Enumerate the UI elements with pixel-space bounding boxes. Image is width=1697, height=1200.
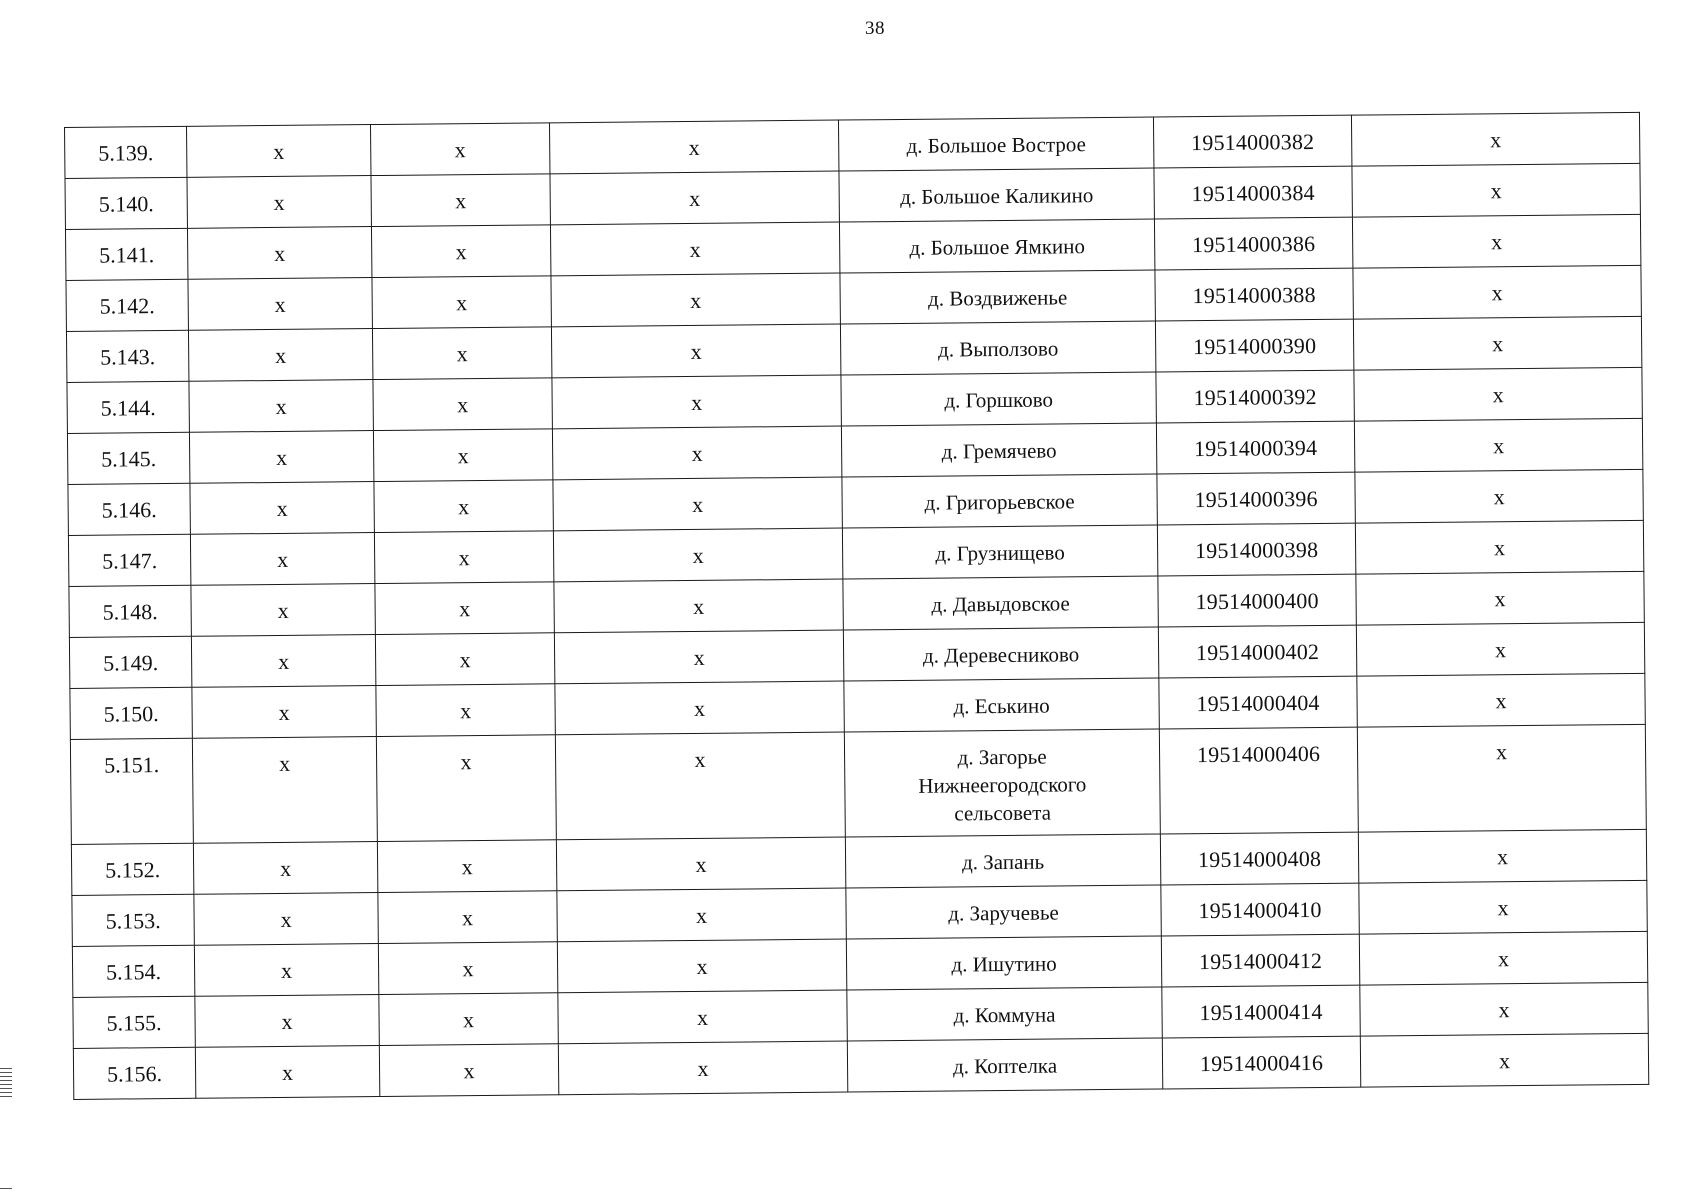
table-body [65,112,1649,1099]
settlement-name-cell: д. Большое Каликино [839,168,1154,222]
row-number-cell: 5.143. [66,330,188,382]
column-3-cell: x [378,891,557,944]
column-2-cell: x [189,380,373,433]
column-7-cell: x [1354,418,1642,472]
column-2-cell: x [191,584,375,637]
row-number-cell: 5.149. [69,636,191,688]
column-4-cell: x [552,426,841,480]
column-4-cell: x [550,222,839,276]
column-7-cell: x [1356,622,1644,676]
margin-mark-bottom [0,1188,12,1189]
column-7-cell: x [1351,112,1639,166]
column-3-cell: x [373,378,552,431]
column-3-cell: x [370,123,549,176]
column-4-cell: x [553,528,842,582]
column-3-cell: x [371,225,550,278]
column-2-cell: x [188,278,372,331]
column-4-cell: x [552,375,841,429]
column-2-cell: x [194,944,378,997]
settlement-name-cell: д. Деревесниково [843,627,1158,681]
column-4-cell: x [551,324,840,378]
column-2-cell: x [195,995,379,1048]
column-2-cell: x [195,1046,379,1099]
column-3-cell: x [375,633,554,686]
column-2-cell: x [192,686,376,739]
oktmo-code-cell: 19514000408 [1160,832,1358,885]
settlement-name-cell: д. Воздвиженье [840,270,1155,324]
settlement-name-cell: д. Большое Ямкино [839,219,1154,273]
oktmo-code-cell: 19514000394 [1156,421,1354,474]
row-number-cell: 5.141. [65,228,187,280]
column-4-cell: x [554,579,843,633]
column-2-cell: x [189,431,373,484]
oktmo-code-cell: 19514000404 [1159,676,1357,729]
settlement-name-cell: д. Горшково [841,372,1156,426]
oktmo-code-cell: 19514000410 [1161,883,1359,936]
oktmo-code-cell: 19514000416 [1162,1036,1360,1089]
row-number-cell: 5.145. [67,432,189,484]
column-2-cell: x [192,737,377,844]
row-number-cell: 5.147. [68,534,190,586]
settlement-name-cell: д. Давыдовское [843,576,1158,630]
settlement-name-cell: д. Коммуна [847,987,1162,1041]
oktmo-code-cell: 19514000412 [1161,934,1359,987]
oktmo-code-cell: 19514000386 [1154,217,1352,270]
oktmo-code-cell: 19514000406 [1159,727,1358,834]
oktmo-code-cell: 19514000392 [1156,370,1354,423]
row-number-cell: 5.150. [70,687,192,739]
column-7-cell: x [1355,520,1643,574]
column-3-cell: x [376,735,556,842]
column-7-cell: x [1352,163,1640,217]
settlements-table [64,112,1649,1100]
column-7-cell: x [1355,469,1643,523]
column-3-cell: x [377,840,556,893]
column-3-cell: x [373,429,552,482]
row-number-cell: 5.154. [72,945,194,997]
column-2-cell: x [186,125,370,178]
column-4-cell: x [554,630,843,684]
settlements-table-container [64,112,1648,1100]
column-4-cell: x [557,939,846,993]
column-7-cell: x [1354,367,1642,421]
column-4-cell: x [558,990,847,1044]
oktmo-code-cell: 19514000414 [1162,985,1360,1038]
oktmo-code-cell: 19514000400 [1158,574,1356,627]
column-3-cell: x [375,582,554,635]
column-3-cell: x [379,1044,558,1097]
row-number-cell: 5.155. [73,996,195,1048]
oktmo-code-cell: 19514000382 [1153,115,1351,168]
settlement-name-cell: д. Загорье Нижнеегородского сельсовета [844,729,1160,837]
column-7-cell: x [1360,1033,1648,1087]
column-3-cell: x [374,531,553,584]
settlement-name-cell: д. Коптелка [847,1038,1162,1092]
row-number-cell: 5.153. [72,894,194,946]
column-2-cell: x [190,482,374,535]
column-4-cell: x [551,273,840,327]
column-2-cell: x [191,635,375,688]
column-7-cell: x [1360,982,1648,1036]
row-number-cell: 5.152. [71,843,193,895]
column-4-cell: x [553,477,842,531]
column-7-cell: x [1352,214,1640,268]
column-2-cell: x [193,842,377,895]
margin-marks [0,1068,12,1100]
oktmo-code-cell: 19514000396 [1157,472,1355,525]
column-4-cell: x [555,732,845,840]
column-7-cell: x [1356,571,1644,625]
settlement-name-cell: д. Заручевье [846,885,1161,939]
column-7-cell: x [1357,724,1646,832]
column-2-cell: x [190,533,374,586]
settlement-name-cell: д. Еськино [844,678,1159,732]
oktmo-code-cell: 19514000398 [1157,523,1355,576]
row-number-cell: 5.146. [68,483,190,535]
column-4-cell: x [558,1041,847,1095]
column-3-cell: x [374,480,553,533]
column-7-cell: x [1353,265,1641,319]
column-2-cell: x [194,893,378,946]
settlement-name-cell: д. Большое Вострое [838,117,1153,171]
column-3-cell: x [371,174,550,227]
settlement-name-cell: д. Ишутино [846,936,1161,990]
column-3-cell: x [379,993,558,1046]
column-7-cell: x [1359,880,1647,934]
page-number: 38 [865,18,885,39]
column-3-cell: x [378,942,557,995]
column-7-cell: x [1359,931,1647,985]
column-3-cell: x [376,684,555,737]
oktmo-code-cell: 19514000388 [1155,268,1353,321]
row-number-cell: 5.148. [69,585,191,637]
settlement-name-cell: д. Выползово [840,321,1155,375]
column-4-cell: x [556,837,845,891]
column-3-cell: x [372,276,551,329]
settlement-name-cell: д. Запань [845,834,1160,888]
row-number-cell: 5.140. [65,177,187,229]
settlement-name-cell: д. Григорьевское [842,474,1157,528]
column-2-cell: x [187,176,371,229]
row-number-cell: 5.139. [65,126,187,178]
column-4-cell: x [557,888,846,942]
oktmo-code-cell: 19514000402 [1158,625,1356,678]
column-4-cell: x [555,681,844,735]
column-7-cell: x [1353,316,1641,370]
row-number-cell: 5.144. [67,381,189,433]
oktmo-code-cell: 19514000384 [1154,166,1352,219]
settlement-name-cell: д. Гремячево [841,423,1156,477]
row-number-cell: 5.156. [73,1047,195,1099]
column-7-cell: x [1358,829,1646,883]
column-2-cell: x [187,227,371,280]
row-number-cell: 5.151. [70,738,193,844]
table-row [70,724,1646,844]
oktmo-code-cell: 19514000390 [1155,319,1353,372]
column-3-cell: x [372,327,551,380]
row-number-cell: 5.142. [66,279,188,331]
column-7-cell: x [1357,673,1645,727]
settlement-name-cell: д. Грузнищево [842,525,1157,579]
column-4-cell: x [550,171,839,225]
column-2-cell: x [188,329,372,382]
column-4-cell: x [549,120,838,174]
